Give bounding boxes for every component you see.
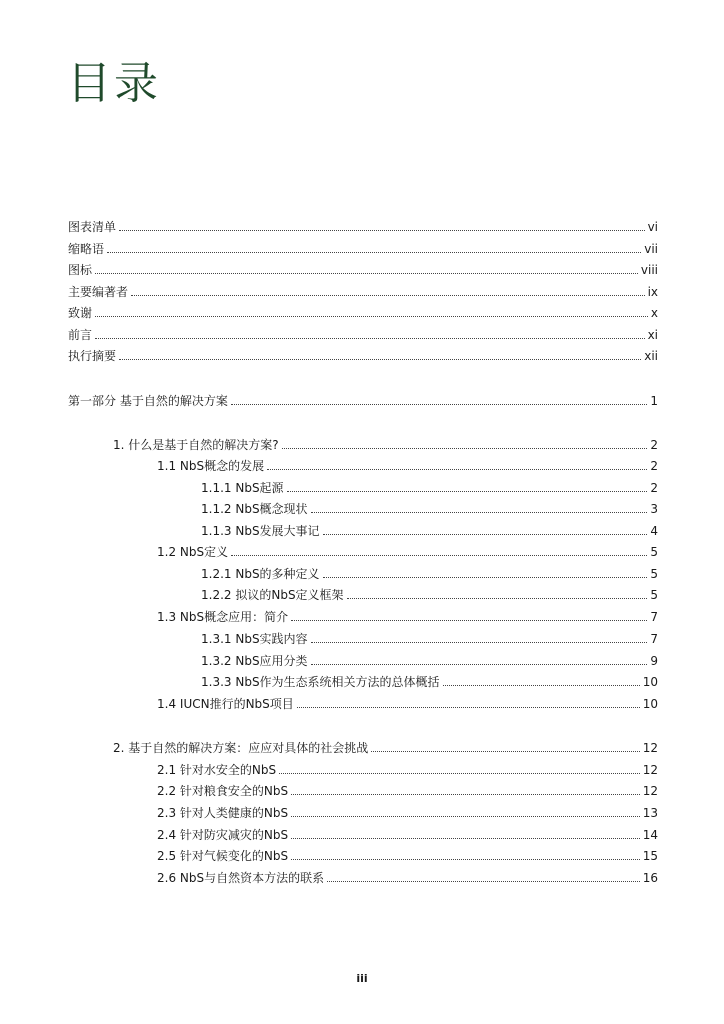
- toc-entry[interactable]: [68, 238, 658, 256]
- toc-page-number: vii: [644, 242, 658, 256]
- toc-entry[interactable]: [68, 345, 658, 363]
- toc-leader: [443, 685, 640, 686]
- toc-page-number: 2: [650, 481, 658, 495]
- toc-entry-section[interactable]: [157, 867, 658, 885]
- page-title: 目录: [67, 58, 161, 109]
- toc-entry-section[interactable]: [157, 824, 658, 842]
- toc-label: 第一部分 基于自然的解决方案: [68, 394, 228, 408]
- toc-page-number: 7: [650, 610, 658, 624]
- toc-page-number: viii: [640, 263, 658, 277]
- toc-leader: [291, 794, 640, 795]
- toc-entry[interactable]: [68, 324, 658, 342]
- toc-entry-chapter[interactable]: [113, 434, 658, 452]
- toc-label: 2.3 针对人类健康的NbS: [157, 806, 289, 820]
- toc-leader: [231, 555, 647, 556]
- toc-leader: [291, 859, 640, 860]
- toc-page-number: 9: [650, 654, 658, 668]
- toc-page-number: 12: [642, 763, 658, 777]
- toc-entry[interactable]: [68, 302, 658, 320]
- toc-leader: [119, 230, 645, 231]
- toc-label: 1.1.3 NbS发展大事记: [201, 524, 320, 538]
- toc-page-number: 16: [642, 871, 658, 885]
- toc-label: 1.3.1 NbS实践内容: [201, 632, 308, 646]
- page-number-footer: iii: [356, 972, 368, 985]
- toc-page-number: xi: [647, 328, 658, 342]
- toc-entry[interactable]: [68, 259, 658, 277]
- toc-label: 图标: [68, 263, 93, 277]
- toc-page-number: 5: [650, 588, 658, 602]
- toc-label: 2.1 针对水安全的NbS: [157, 763, 277, 777]
- toc-page-number: ix: [647, 285, 658, 299]
- toc-label: 1.3 NbS概念应用：简介: [157, 610, 289, 624]
- toc-entry-subsection[interactable]: [201, 628, 658, 646]
- toc-page-number: 10: [642, 697, 658, 711]
- toc-entry-section[interactable]: [157, 606, 658, 624]
- toc-leader: [323, 577, 648, 578]
- toc-label: 2.2 针对粮食安全的NbS: [157, 784, 289, 798]
- toc-leader: [311, 642, 648, 643]
- toc-label: 1.1 NbS概念的发展: [157, 459, 265, 473]
- toc-label: 图表清单: [68, 220, 117, 234]
- toc-label: 2.5 针对气候变化的NbS: [157, 849, 289, 863]
- toc-leader: [107, 252, 641, 253]
- toc-label: 1. 什么是基于自然的解决方案?: [113, 438, 279, 452]
- toc-label: 1.2.1 NbS的多种定义: [201, 567, 320, 581]
- toc-page-number: 5: [650, 545, 658, 559]
- toc-label: 2. 基于自然的解决方案：应应对具体的社会挑战: [113, 741, 369, 755]
- toc-page-number: 5: [650, 567, 658, 581]
- toc-entry-section[interactable]: [157, 693, 658, 711]
- toc-entry-section[interactable]: [157, 845, 658, 863]
- toc-leader: [279, 773, 640, 774]
- toc-label: 1.4 IUCN推行的NbS项目: [157, 697, 294, 711]
- toc-page-number: 13: [642, 806, 658, 820]
- toc-page-number: 3: [650, 502, 658, 516]
- toc-entry-subsection[interactable]: [201, 650, 658, 668]
- toc-leader: [231, 404, 648, 405]
- toc-page-number: 2: [650, 459, 658, 473]
- toc-label: 1.3.2 NbS应用分类: [201, 654, 308, 668]
- toc-page-number: 15: [642, 849, 658, 863]
- toc-page-number: 12: [642, 741, 658, 755]
- toc-entry-section[interactable]: [157, 541, 658, 559]
- toc-label: 1.3.3 NbS作为生态系统相关方法的总体概括: [201, 675, 440, 689]
- toc-leader: [119, 359, 641, 360]
- toc-entry-part[interactable]: [68, 390, 658, 408]
- toc-entry-subsection[interactable]: [201, 498, 658, 516]
- toc-entry-section[interactable]: [157, 759, 658, 777]
- toc-page-number: vi: [647, 220, 658, 234]
- toc-label: 1.1.2 NbS概念现状: [201, 502, 308, 516]
- toc-entry[interactable]: [68, 281, 658, 299]
- toc-entry-subsection[interactable]: [201, 563, 658, 581]
- toc-entry-chapter[interactable]: [113, 737, 658, 755]
- toc-entry-section[interactable]: [157, 780, 658, 798]
- toc-page-number: 12: [642, 784, 658, 798]
- toc-leader: [95, 316, 648, 317]
- toc-leader: [291, 816, 640, 817]
- toc-leader: [297, 707, 640, 708]
- toc-page-number: 2: [650, 438, 658, 452]
- toc-entry-section[interactable]: [157, 455, 658, 473]
- toc-entry-subsection[interactable]: [201, 477, 658, 495]
- toc-entry-subsection[interactable]: [201, 584, 658, 602]
- toc-page-number: 1: [650, 394, 658, 408]
- toc-label: 2.4 针对防灾减灾的NbS: [157, 828, 289, 842]
- toc-leader: [291, 620, 647, 621]
- toc-page-number: xii: [644, 349, 658, 363]
- toc-leader: [291, 838, 640, 839]
- toc-page-number: 10: [642, 675, 658, 689]
- toc-page-number: x: [650, 306, 658, 320]
- toc-page-number: 14: [642, 828, 658, 842]
- toc-leader: [95, 273, 638, 274]
- toc-leader: [323, 534, 648, 535]
- toc-leader: [267, 469, 647, 470]
- toc-label: 1.2 NbS定义: [157, 545, 229, 559]
- toc-entry[interactable]: [68, 216, 658, 234]
- toc-entry-subsection[interactable]: [201, 520, 658, 538]
- toc-leader: [347, 598, 648, 599]
- toc-leader: [327, 881, 640, 882]
- toc-leader: [282, 448, 648, 449]
- toc-page-number: 7: [650, 632, 658, 646]
- toc-label: 主要编著者: [68, 285, 129, 299]
- toc-label: 1.2.2 拟议的NbS定义框架: [201, 588, 344, 602]
- toc-entry-subsection[interactable]: [201, 671, 658, 689]
- toc-leader: [311, 512, 648, 513]
- toc-leader: [287, 491, 648, 492]
- toc-label: 缩略语: [68, 242, 105, 256]
- toc-page-number: 4: [650, 524, 658, 538]
- toc-leader: [371, 751, 639, 752]
- toc-leader: [95, 338, 645, 339]
- toc-leader: [311, 664, 648, 665]
- toc-leader: [131, 295, 645, 296]
- toc-label: 前言: [68, 328, 93, 342]
- toc-label: 2.6 NbS与自然资本方法的联系: [157, 871, 325, 885]
- toc-entry-section[interactable]: [157, 802, 658, 820]
- toc-label: 执行摘要: [68, 349, 117, 363]
- toc-label: 1.1.1 NbS起源: [201, 481, 284, 495]
- toc-label: 致谢: [68, 306, 93, 320]
